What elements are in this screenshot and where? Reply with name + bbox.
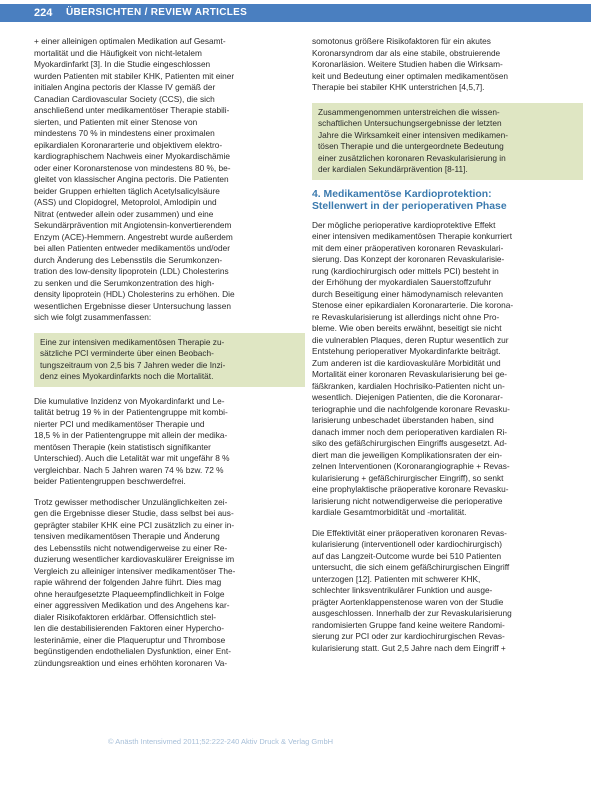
right-paragraph-2: Der mögliche perioperative kardioprotektive Effekt einer intensiven medikamentösen Therapie konkurriert mit dem einer präoperativen koronaren Revaskulari- sierung. Das Konzept der koronaren Revaskularisie- rung (kardiochirurgisch oder mittels PCI) besteht in der Erhöhung der myokardialen Sauerstoffzufuhr durch Beseitigung einer hämodynamisch relevanten Stenose einer epikardialen Koronararterie. Die korona- re Revaskularisierung ist allerdings nicht ohne Pro- bleme. Wie oben bereits erwähnt, beseitigt sie nicht die vulnerablen Plaques, deren Ruptur wesentlich zur Entstehung perioperativer Myokardinfarkte beiträgt. Zum anderen ist die kardiovaskuläre Morbidität und Mortalität einer koronaren Revaskularisierung bei ge- fäßkranken, kardialen Hochrisiko-Patienten nicht un- wesentlich. Diejenigen Patienten, die die Koronarar- teriographie und die nachfolgende koronare Revasku- larisierung unbeschadet überstanden haben, sind danach immer noch dem perioperativen kardialen Ri- siko des gefäßchirurgischen Eingriffs ausgesetzt. Ad- diert man die jeweiligen Komplikationsraten der ein- zelnen Interventionen (Koronarangiographie + Revas- kularisierung + gefäßchirurgischer Eingriff), so senkt eine prophylaktische präoperative koronare Revasku- larisierung nicht notwendigerweise die perioperative kardiale Gesamtmorbidität und -mortalität. — [312, 219, 514, 517]
right-paragraph-3: Die Effektivität einer präoperativen koronaren Revas- kularisierung (interventionell oder kardiochirurgisch) auf das Langzeit-Outcome wurde bei 510 Patienten untersucht, die sich einem gefäßchirurgischen Eingriff unterzogen [12]. Patienten mit schwerer KHK, schlechter linksventrikulärer Funktion und ausge- prägter Aortenklappenstenose waren von der Studie ausgeschlossen. Innerhalb der zur Revaskularisierung randomisierten Gruppe fand keine weitere Randomi- sierung zur PCI oder zur kardiochirurgischen Revas- kularisierung statt. Gut 2,5 Jahre nach dem Eingriff + — [312, 527, 512, 653]
page-number: 224 — [34, 7, 53, 19]
left-column — [34, 36, 305, 678]
left-paragraph-3: Trotz gewisser methodischer Unzulänglichkeiten zei- gen die Ergebnisse dieser Studie, dass selbst bei aus- geprägter stabiler KHK eine PCI zusätzlich zu einer in- tensiven medikamentösen Therapie und Änderung des Lebensstils nicht notwendigerweise zu einer Re- duzierung wesentlicher kardiovaskulärer Ereignisse im Vergleich zu alleiniger intensiver medikamentöser The- rapie während der folgenden Jahre führt. Dies mag ohne heraufgesetzte Plaqueempfindlichkeit in Folge einer aggressiven Medikation und des Angehens kar- dialer Risikofaktoren erklärbar. Offensichtlich stel- len die destabilisierenden Faktoren einer Hypercho- lesterinämie, einer die Plaqueruptur und Thrombose begünstigenden endothelialen Dysfunktion, einer Ent- zündungsreaktion und eines erhöhten koronaren Va- — [34, 496, 236, 668]
right-highlight-box: Zusammengenommen unterstreichen die wissen- schaftlichen Untersuchungsergebnisse der letzten Jahre die Wirksamkeit einer intensiven medikamen- tösen Therapie und die untergeordnete Bedeutung einer zusätzlichen koronaren Revaskularisierung in der kardialen Sekundärprävention [8-11]. — [312, 103, 583, 180]
right-paragraph-1: somotonus größere Risikofaktoren für ein akutes Koronarsyndrom dar als eine stabile, obstruierende Koronarläsion. Weitere Studien haben die Wirksam- keit und Bedeutung einer optimalen medikamentösen Therapie bei stabiler KHK unterstrichen [4,5,7]. — [312, 36, 509, 92]
section-title: ÜBERSICHTEN / REVIEW ARTICLES — [66, 7, 248, 18]
left-paragraph-1: + einer alleinigen optimalen Medikation auf Gesamt- mortalität und die Häufigkeit von nicht-letalem Myokardinfarkt [3]. In die Studie eingeschlossen wurden Patienten mit stabiler KHK, Patienten mit einer initialen Angina pectoris der Klasse IV gemäß der Canadian Cardiovascular Society (CCS), die sich anschließend unter medikamentöser Therapie stabili- sierten, und Patienten mit einer Stenose von mindestens 70 % in mindestens einer proximalen epikardialen Koronararterie und objektivem elektro- kardiographischem Nachweis einer Myokardischämie oder einer Koronarstenose von mindestens 80 %, be- gleitet von klassischer Angina pectoris. Die Patienten beider Gruppen erhielten täglich Acetylsalicylsäure (ASS) und Clopidogrel, Metoprolol, Amlodipin und Nitrat (entweder allein oder zusammen) und eine Sekundärprävention mit Angiotensin-konvertierendem Enzym (ACE)-Hemmern. Angestrebt wurde außerdem bei allen Patienten entweder medikamentös und/oder durch Änderung des Lebensstils die Serumkonzen- tration des low-density lipoprotein (LDL) Cholesterins zu senken und die Serumkonzentration des high- density lipoprotein (HDL) Cholesterins zu erhöhen. Die wesentlichen Ergebnisse dieser Untersuchung lassen sich wie folgt zusammenfassen: — [34, 36, 235, 322]
left-highlight-box: Eine zur intensiven medikamentösen Therapie zu- sätzliche PCI verminderte über einen Beobach- tungszeitraum von 2,5 bis 7 Jahren weder die Inzi- denz eines Myokardinfarkts noch die Mortalität. — [34, 333, 305, 387]
section-heading: 4. Medikamentöse Kardioprotektion: Stellenwert in der perioperativen Phase — [312, 188, 507, 212]
footer-citation: © Anästh Intensivmed 2011;52:222-240 Aktiv Druck & Verlag GmbH — [108, 737, 334, 746]
right-column — [312, 36, 583, 663]
left-paragraph-2: Die kumulative Inzidenz von Myokardinfarkt und Le- talität betrug 19 % in der Patientengruppe mit kombi- nierter PCI und medikamentöser Therapie und 18,5 % in der Patientengruppe mit allein der medika- mentösen Therapie (kein statistisch signifikanter Unterschied). Auch die Letalität war mit ungefähr 8 % vergleichbar. Nach 5 Jahren waren 74 % bzw. 72 % beider Patientengruppen beschwerdefrei. — [34, 395, 230, 486]
